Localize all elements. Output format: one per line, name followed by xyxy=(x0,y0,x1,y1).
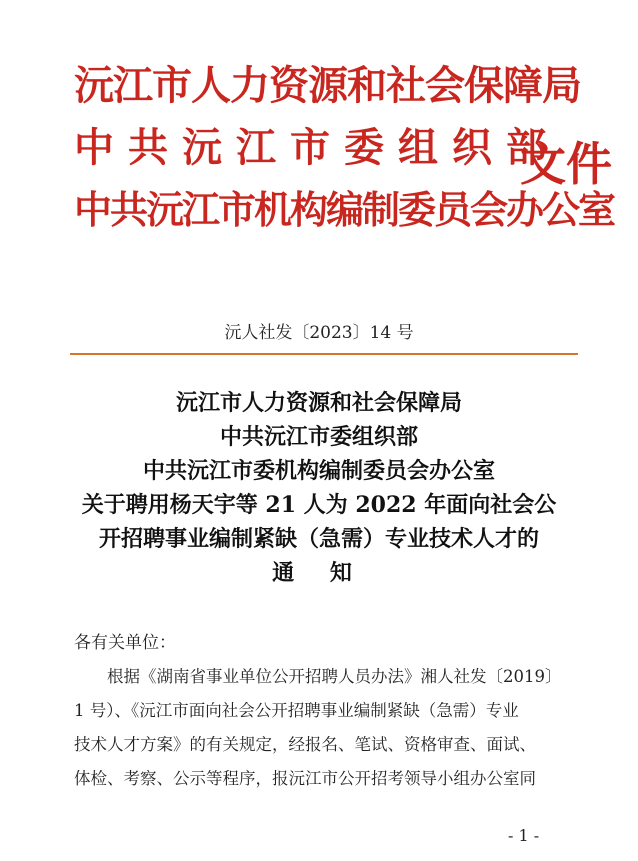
document-title xyxy=(60,386,578,590)
header-divider xyxy=(70,353,578,355)
title-line: 开招聘事业编制紧缺（急需）专业技术人才的 xyxy=(98,526,539,552)
document-type-label: 文件 xyxy=(520,137,612,191)
title-line: 中共沅江市委组织部 xyxy=(219,424,418,450)
issuer-name: 中共沅江市委组织部 xyxy=(74,124,560,171)
body-line: 体检、考察、公示等程序，报沅江市公开招考领导小组办公室同 xyxy=(74,769,536,788)
title-line: 沅江市人力资源和社会保障局 xyxy=(175,390,462,416)
title-line: 通 知 xyxy=(272,560,366,586)
body-paragraph xyxy=(74,660,582,796)
title-line: 关于聘用杨天宇等 21 人为 2022 年面向社会公 xyxy=(81,492,557,518)
body-line: 技术人才方案》的有关规定，经报名、笔试、资格审查、面试、 xyxy=(74,735,536,754)
issuer-name: 中共沅江市机构编制委员会办公室 xyxy=(74,187,615,232)
document-number: 沅人社发〔2023〕14 号 xyxy=(224,323,414,343)
issuer-name: 沅江市人力资源和社会保障局 xyxy=(74,62,581,109)
page-number: - 1 - xyxy=(508,826,540,845)
title-line: 中共沅江市委机构编制委员会办公室 xyxy=(142,458,495,484)
salutation: 各有关单位： xyxy=(74,633,176,653)
body-line: 1 号）、《沅江市面向社会公开招聘事业编制紧缺（急需）专业 xyxy=(74,701,519,720)
body-line: 根据《湖南省事业单位公开招聘人员办法》湘人社发〔2019〕 xyxy=(107,667,562,686)
